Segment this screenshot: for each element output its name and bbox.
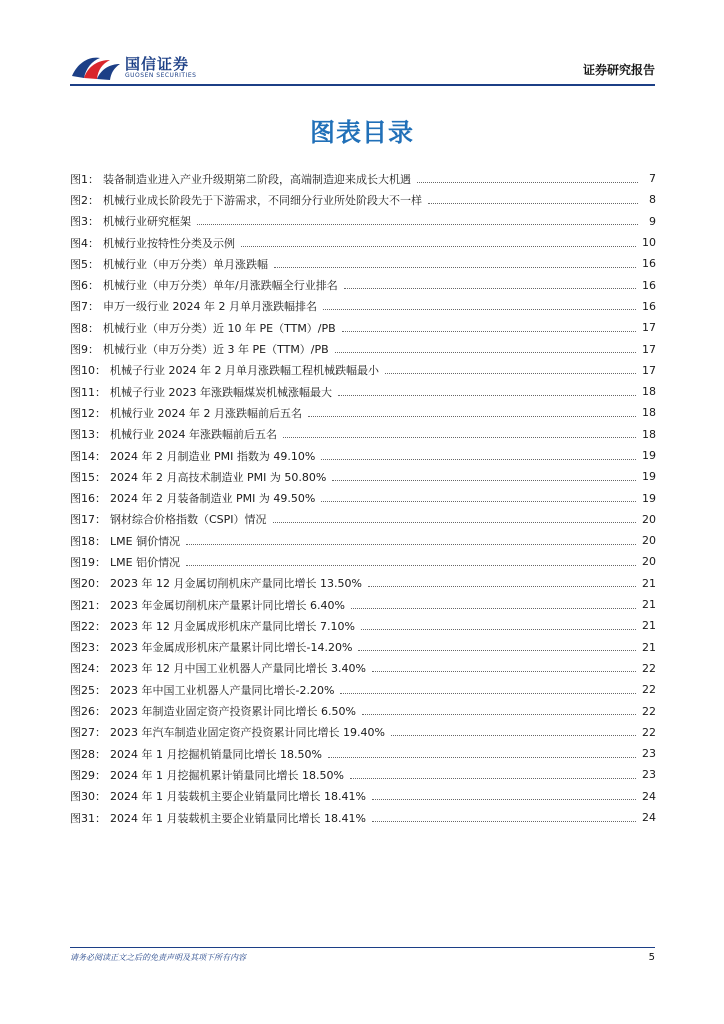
toc-entry-page: 18 — [642, 427, 656, 441]
toc-entry-leader — [372, 820, 636, 822]
toc-entry-number: 图19： — [70, 555, 106, 569]
toc-entry-title: 机械子行业 2024 年 2 月单月涨跌幅工程机械跌幅最小 — [110, 364, 379, 378]
toc-entry[interactable] — [70, 360, 656, 381]
toc-entry-page: 22 — [642, 725, 656, 739]
table-of-figures — [70, 168, 656, 828]
toc-entry-number: 图24： — [70, 662, 106, 676]
toc-entry-title: 2023 年 12 月中国工业机器人产量同比增长 3.40% — [110, 662, 366, 676]
toc-entry[interactable] — [70, 338, 656, 359]
toc-entry-title: 2024 年 1 月挖掘机累计销量同比增长 18.50% — [110, 768, 344, 782]
toc-entry-leader — [335, 351, 636, 353]
toc-entry-page: 23 — [642, 747, 656, 761]
toc-entry-leader — [308, 415, 636, 417]
toc-entry-leader — [385, 372, 636, 374]
toc-entry-number: 图7： — [70, 300, 99, 314]
toc-entry-page: 16 — [642, 278, 656, 292]
toc-entry[interactable] — [70, 807, 656, 828]
toc-entry-title: 2024 年 2 月高技术制造业 PMI 为 50.80% — [110, 470, 327, 484]
toc-entry-title: 机械行业按特性分类及示例 — [103, 236, 235, 250]
toc-entry-page: 7 — [649, 172, 656, 186]
toc-entry-number: 图2： — [70, 193, 99, 207]
toc-entry-number: 图6： — [70, 279, 99, 293]
toc-entry-number: 图4： — [70, 236, 99, 250]
toc-entry-leader — [283, 436, 636, 438]
toc-entry-page: 18 — [642, 406, 656, 420]
toc-entry-title: 2024 年 2 月装备制造业 PMI 为 49.50% — [110, 492, 316, 506]
page-header — [70, 50, 655, 84]
toc-entry-leader — [338, 394, 636, 396]
toc-entry-title: 钢材综合价格指数（CSPI）情况 — [110, 513, 267, 527]
toc-entry-number: 图9： — [70, 343, 99, 357]
brand-name-en: GUOSEN SECURITIES — [125, 72, 197, 79]
toc-entry-leader — [321, 458, 636, 460]
toc-entry-title: LME 铝价情况 — [110, 555, 181, 569]
toc-entry[interactable] — [70, 296, 656, 317]
toc-entry-number: 图13： — [70, 428, 106, 442]
toc-entry[interactable] — [70, 402, 656, 423]
toc-entry-leader — [197, 223, 638, 225]
toc-entry-leader — [186, 543, 636, 545]
toc-entry-leader — [372, 798, 636, 800]
footer-divider — [70, 947, 655, 948]
toc-entry-title: 2023 年金属切削机床产量累计同比增长 6.40% — [110, 598, 345, 612]
toc-entry-title: 2024 年 1 月挖掘机销量同比增长 18.50% — [110, 747, 322, 761]
toc-entry[interactable] — [70, 424, 656, 445]
toc-entry-title: 2024 年 2 月制造业 PMI 指数为 49.10% — [110, 449, 316, 463]
toc-entry-title: 机械行业 2024 年涨跌幅前后五名 — [110, 428, 277, 442]
toc-entry-title: 机械行业（申万分类）近 10 年 PE（TTM）/PB — [103, 321, 336, 335]
toc-entry-number: 图29： — [70, 768, 106, 782]
toc-entry-number: 图10： — [70, 364, 106, 378]
toc-entry-leader — [186, 564, 636, 566]
toc-entry-leader — [340, 692, 636, 694]
toc-entry-title: 机械行业成长阶段先于下游需求，不同细分行业所处阶段大不一样 — [103, 193, 422, 207]
toc-entry-leader — [241, 245, 636, 247]
toc-entry-number: 图26： — [70, 705, 106, 719]
guosen-logo — [70, 50, 220, 84]
toc-entry-leader — [361, 628, 636, 630]
toc-entry-page: 21 — [642, 576, 656, 590]
toc-entry-title: LME 铜价情况 — [110, 534, 181, 548]
toc-entry-title: 2023 年中国工业机器人产量同比增长-2.20% — [110, 683, 335, 697]
toc-entry-page: 9 — [649, 214, 656, 228]
toc-entry-title: 2023 年制造业固定资产投资累计同比增长 6.50% — [110, 705, 356, 719]
toc-entry-page: 20 — [642, 555, 656, 569]
toc-entry-page: 22 — [642, 661, 656, 675]
toc-entry-page: 24 — [642, 789, 656, 803]
toc-entry-title: 2023 年 12 月金属成形机床产量同比增长 7.10% — [110, 619, 355, 633]
footer-disclaimer: 请务必阅读正文之后的免责声明及其项下所有内容 — [70, 953, 246, 962]
toc-entry[interactable] — [70, 211, 656, 232]
header-divider — [70, 84, 655, 86]
toc-entry-title: 2024 年 1 月装载机主要企业销量同比增长 18.41% — [110, 790, 366, 804]
toc-entry-leader — [274, 266, 636, 268]
toc-entry-number: 图30： — [70, 790, 106, 804]
toc-entry-page: 21 — [642, 619, 656, 633]
toc-entry-title: 2023 年金属成形机床产量累计同比增长-14.20% — [110, 641, 353, 655]
toc-entry-page: 8 — [649, 193, 656, 207]
toc-entry-page: 16 — [642, 257, 656, 271]
toc-entry-page: 17 — [642, 363, 656, 377]
toc-entry-leader — [368, 585, 636, 587]
toc-entry-page: 10 — [642, 236, 656, 250]
toc-entry-page: 20 — [642, 534, 656, 548]
toc-entry-title: 机械行业研究框架 — [103, 215, 191, 229]
toc-entry-number: 图27： — [70, 726, 106, 740]
toc-entry-page: 19 — [642, 449, 656, 462]
toc-entry-number: 图22： — [70, 619, 106, 633]
toc-entry-title: 2023 年 12 月金属切削机床产量同比增长 13.50% — [110, 577, 362, 591]
toc-entry-leader — [351, 607, 636, 609]
toc-entry-number: 图1： — [70, 172, 99, 186]
toc-entry-number: 图8： — [70, 321, 99, 335]
toc-entry-leader — [372, 670, 636, 672]
toc-entry-title: 申万一级行业 2024 年 2 月单月涨跌幅排名 — [103, 300, 317, 314]
toc-entry-leader — [391, 734, 636, 736]
toc-entry-page: 20 — [642, 512, 656, 526]
toc-entry[interactable] — [70, 764, 656, 785]
toc-entry-number: 图3： — [70, 215, 99, 229]
toc-entry-leader — [332, 479, 636, 481]
toc-entry[interactable] — [70, 679, 656, 700]
toc-entry-number: 图14： — [70, 449, 106, 463]
toc-entry-title: 机械行业（申万分类）单年/月涨跌幅全行业排名 — [103, 279, 338, 293]
toc-entry-title: 2023 年汽车制造业固定资产投资累计同比增长 19.40% — [110, 726, 385, 740]
toc-entry-page: 17 — [642, 342, 656, 356]
toc-entry[interactable] — [70, 786, 656, 807]
toc-entry[interactable] — [70, 381, 656, 402]
toc-entry[interactable] — [70, 743, 656, 764]
toc-entry[interactable] — [70, 317, 656, 338]
toc-entry-number: 图5： — [70, 257, 99, 271]
toc-entry[interactable] — [70, 168, 656, 189]
toc-entry[interactable] — [70, 466, 656, 487]
toc-entry-number: 图15： — [70, 470, 106, 484]
toc-entry[interactable] — [70, 637, 656, 658]
toc-entry-page: 22 — [642, 704, 656, 718]
toc-entry[interactable] — [70, 615, 656, 636]
toc-entry-leader — [321, 500, 636, 502]
toc-entry-title: 机械子行业 2023 年涨跌幅煤炭机械涨幅最大 — [110, 385, 332, 399]
toc-entry-leader — [417, 181, 638, 183]
toc-entry-leader — [273, 521, 636, 523]
toc-entry[interactable] — [70, 253, 656, 274]
toc-entry-title: 机械行业 2024 年 2 月涨跌幅前后五名 — [110, 406, 302, 420]
toc-entry-number: 图18： — [70, 534, 106, 548]
toc-entry[interactable] — [70, 573, 656, 594]
guosen-logo-icon — [70, 52, 122, 82]
toc-entry[interactable] — [70, 274, 656, 295]
toc-entry-page: 19 — [642, 470, 656, 484]
toc-entry-leader — [362, 713, 636, 715]
toc-entry-number: 图17： — [70, 513, 106, 527]
toc-entry-page: 16 — [642, 299, 656, 313]
toc-entry-page: 17 — [642, 321, 656, 335]
toc-entry-number: 图28： — [70, 747, 106, 761]
toc-entry-title: 机械行业（申万分类）近 3 年 PE（TTM）/PB — [103, 343, 329, 357]
toc-entry-number: 图11： — [70, 385, 106, 399]
page-title: 图表目录 — [309, 118, 414, 147]
toc-entry-title: 机械行业（申万分类）单月涨跌幅 — [103, 257, 268, 271]
toc-entry-number: 图31： — [70, 811, 106, 825]
toc-entry-page: 23 — [642, 768, 656, 782]
toc-entry[interactable] — [70, 530, 656, 551]
toc-entry[interactable] — [70, 509, 656, 530]
toc-entry-page: 19 — [642, 491, 656, 505]
toc-entry-number: 图23： — [70, 641, 106, 655]
toc-entry[interactable] — [70, 551, 656, 572]
toc-entry[interactable] — [70, 232, 656, 253]
toc-entry[interactable] — [70, 722, 656, 743]
toc-entry-page: 21 — [642, 640, 656, 654]
toc-entry-page: 21 — [642, 598, 656, 612]
toc-entry-leader — [428, 202, 638, 204]
toc-entry-title: 2024 年 1 月装载机主要企业销量同比增长 18.41% — [110, 811, 366, 825]
brand-name-cn: 国信证券 — [125, 55, 190, 73]
page-number: 5 — [648, 952, 655, 963]
report-type: 证券研究报告 — [582, 63, 655, 77]
toc-entry-number: 图16： — [70, 492, 106, 506]
toc-entry-leader — [344, 287, 636, 289]
toc-entry-leader — [342, 330, 636, 332]
toc-entry[interactable] — [70, 189, 656, 210]
toc-entry-number: 图25： — [70, 683, 106, 697]
toc-entry-page: 24 — [642, 811, 656, 825]
toc-entry-leader — [358, 649, 636, 651]
toc-entry-number: 图12： — [70, 406, 106, 420]
toc-entry-leader — [350, 777, 636, 779]
toc-entry[interactable] — [70, 487, 656, 508]
toc-entry-page: 22 — [642, 683, 656, 697]
toc-entry-leader — [328, 756, 636, 758]
toc-entry-number: 图20： — [70, 577, 106, 591]
toc-entry-leader — [323, 308, 636, 310]
toc-entry[interactable] — [70, 594, 656, 615]
toc-entry[interactable] — [70, 658, 656, 679]
toc-entry-page: 18 — [642, 385, 656, 399]
toc-entry[interactable] — [70, 700, 656, 721]
toc-entry-title: 装备制造业进入产业升级期第二阶段，高端制造迎来成长大机遇 — [103, 172, 411, 186]
toc-entry[interactable] — [70, 445, 656, 466]
toc-entry-number: 图21： — [70, 598, 106, 612]
